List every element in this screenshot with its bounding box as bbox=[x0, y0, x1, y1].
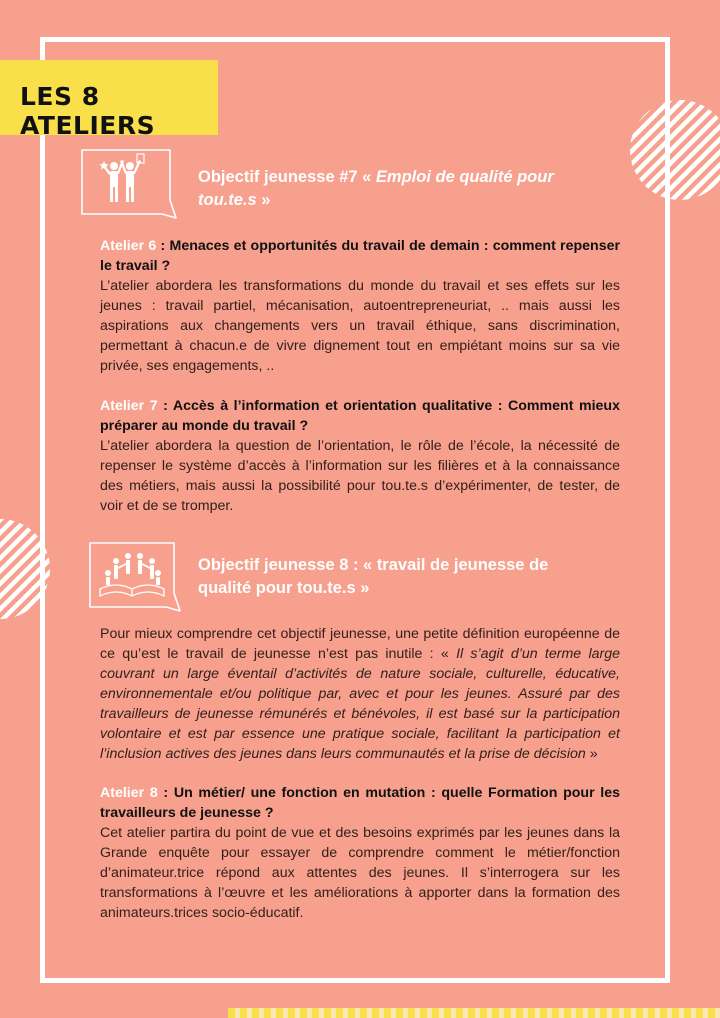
definition-outro: » bbox=[585, 746, 598, 762]
atelier-8-tag: Atelier 8 bbox=[100, 785, 158, 801]
atelier-7-body: L’atelier abordera la question de l’orientation, le rôle de l’école, la nécessité de repenser le système d’accès à l’information sur les filières et à la connaissance des métiers, mais aussi la possibilité pour tou.te.s d’expérimenter, de tester, de voir et de se tromper. bbox=[100, 438, 620, 514]
objective-7-title bbox=[198, 166, 598, 212]
atelier-8-heading-text: : Un métier/ une fonction en mutation : quelle Formation pour les travailleurs de jeunesse ? bbox=[100, 785, 620, 821]
definition-intro: Pour mieux comprendre cet objectif jeunesse, une petite définition européenne de ce qu’est le travail de jeunesse n’est pas inutile : « bbox=[100, 626, 620, 662]
atelier-8 bbox=[100, 783, 620, 923]
atelier-6-heading-text: : Menaces et opportunités du travail de demain : comment repenser le travail ? bbox=[100, 238, 620, 274]
atelier-6-tag: Atelier 6 bbox=[100, 238, 157, 254]
atelier-7-heading-text: : Accès à l’information et orientation qualitative : Comment mieux préparer au monde du travail ? bbox=[100, 398, 620, 434]
objective-8-title: Objectif jeunesse 8 : « travail de jeunesse de qualité pour tou.te.s » bbox=[198, 556, 549, 597]
title-banner bbox=[0, 60, 218, 140]
definition-quote: Il s’agit d’un terme large couvrant un large éventail d’activités de nature sociale, culturelle, éducative, environnementale et/ou politique par, avec et pour les jeunes. Assuré par des travailleurs de jeunesse rémunérés et bénévoles, il est basé sur la participation volontaire et est par essence une pratique sociale, facilitant la participation et l’inclusion actives des jeunes dans leurs communautés et la prise de décision bbox=[100, 646, 621, 762]
people-celebrating-icon bbox=[76, 148, 178, 222]
bottom-dashed-strip bbox=[228, 1008, 720, 1018]
atelier-7 bbox=[100, 396, 620, 516]
page-title: LES 8 ATELIERS bbox=[20, 82, 156, 140]
youth-group-book-icon bbox=[86, 541, 182, 615]
objective-7-prefix: Objectif jeunesse #7 « bbox=[198, 168, 376, 186]
atelier-6-heading bbox=[100, 236, 620, 276]
definition-text bbox=[100, 624, 620, 764]
striped-circle-decoration-top bbox=[618, 98, 720, 202]
atelier-6-body: L’atelier abordera les transformations du monde du travail et ses effets sur les jeunes : travail partiel, mécanisation, autoentrepreneuriat, .. mais aussi les aspirations aux changements vers un travail éthique, sans discrimination, permettant à chacun.e de vivre dignement tout en empiétant moins sur sa vie privée, ses engagements, .. bbox=[100, 278, 620, 374]
atelier-6 bbox=[100, 236, 620, 376]
objective-7-italic: Emploi de qualité pour tou.te.s bbox=[198, 168, 554, 209]
atelier-8-body: Cet atelier partira du point de vue et des besoins exprimés par les jeunes dans la Grande enquête pour essayer de comprendre comment le métier/fonction d’animateur.trice répond aux attentes des jeunes. Il s’interrogera sur les transformations à l’œuvre et les améliorations à apporter dans la formation des animateurs.trices socio-éducatif. bbox=[100, 825, 620, 921]
objective-7-suffix: » bbox=[256, 191, 271, 209]
atelier-8-heading bbox=[100, 783, 620, 823]
atelier-7-heading bbox=[100, 396, 620, 436]
definition-paragraph bbox=[100, 624, 620, 764]
striped-circle-decoration-left bbox=[0, 517, 52, 622]
atelier-7-tag: Atelier 7 bbox=[100, 398, 158, 414]
